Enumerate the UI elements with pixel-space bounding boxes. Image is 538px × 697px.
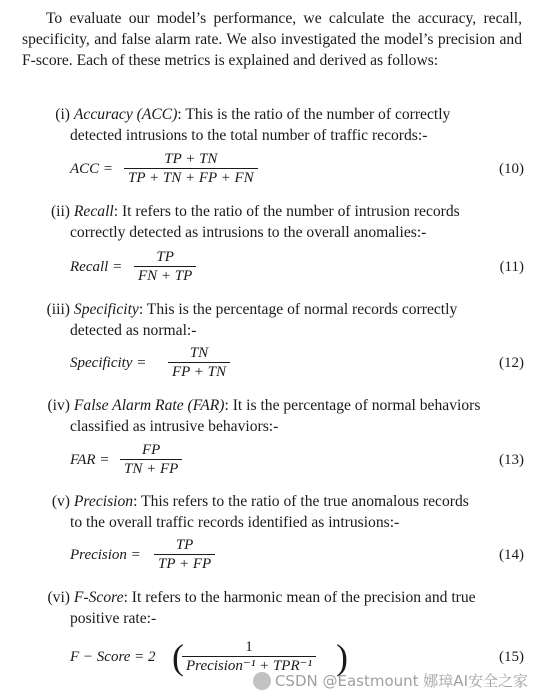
metric-text-continued: classified as intrusive behaviors:- <box>70 418 279 435</box>
fraction-denominator: Precision⁻¹ + TPR⁻¹ <box>182 656 316 675</box>
metric-item-recall <box>34 201 524 243</box>
wechat-icon <box>253 672 271 690</box>
metric-text-continued: detected as normal:- <box>70 322 197 339</box>
fraction-denominator: FN + TP <box>134 266 196 285</box>
equation-fraction <box>134 248 196 285</box>
watermark-text: CSDN @Eastmount 娜璋AI安全之家 <box>274 672 528 690</box>
equation-fraction <box>124 150 258 187</box>
equation-lhs: Recall = <box>70 259 123 275</box>
fraction-numerator: FP <box>141 442 161 458</box>
fraction-denominator: TN + FP <box>120 459 182 478</box>
item-number: (v) <box>51 493 70 510</box>
fraction-numerator: TN <box>189 345 209 361</box>
item-number: (vi) <box>47 589 70 606</box>
metric-term: Precision <box>73 493 134 510</box>
metric-item-fscore <box>34 587 524 629</box>
fraction-numerator: TP <box>175 537 194 553</box>
intro-paragraph: To evaluate our model’s performance, we calculate the accuracy, recall, specificity, and false alarm rate. We also investigated the model’s precision and F-score. Each of these metrics is explained and derived as follows: <box>22 10 522 69</box>
metric-item-accuracy <box>34 104 524 146</box>
metric-item-specificity <box>34 299 524 341</box>
metric-text-continued: correctly detected as intrusions to the overall anomalies:- <box>70 224 427 241</box>
metric-term: Accuracy (ACC) <box>73 106 178 123</box>
metric-term: F-Score <box>73 589 124 606</box>
right-parenthesis: ) <box>336 637 348 677</box>
metric-text: : It refers to the ratio of the number of intrusion records <box>113 203 460 220</box>
equation-14 <box>70 536 524 576</box>
watermark <box>253 670 528 691</box>
equation-12 <box>70 344 524 384</box>
equation-lhs: FAR = <box>70 452 110 468</box>
equation-10 <box>70 150 524 190</box>
equation-lhs: ACC = <box>70 161 114 177</box>
metric-text: : It refers to the harmonic mean of the precision and true <box>123 589 476 606</box>
metric-term: False Alarm Rate (FAR) <box>73 397 225 414</box>
metric-item-far <box>34 395 524 437</box>
metric-text: : This refers to the ratio of the true anomalous records <box>133 493 469 510</box>
fraction-numerator: TP + TN <box>164 151 218 167</box>
equation-fraction <box>168 344 230 381</box>
equation-number: (10) <box>499 161 524 177</box>
left-parenthesis: ( <box>172 637 184 677</box>
metric-item-precision <box>34 491 524 533</box>
equation-number: (15) <box>499 649 524 665</box>
item-number: (iv) <box>47 397 70 414</box>
fraction-denominator: TP + FP <box>154 554 215 573</box>
fraction-denominator: FP + TN <box>168 362 230 381</box>
fraction-numerator: 1 <box>245 639 253 655</box>
equation-number: (14) <box>499 547 524 563</box>
metric-text: : This is the percentage of normal records correctly <box>138 301 458 318</box>
equation-number: (13) <box>499 452 524 468</box>
item-number: (i) <box>55 106 70 123</box>
equation-lhs: Precision = <box>70 547 141 563</box>
item-number: (ii) <box>50 203 70 220</box>
equation-lhs: F − Score = 2 <box>70 649 156 665</box>
equation-fraction <box>154 536 215 573</box>
metric-text: : This is the ratio of the number of correctly <box>177 106 451 123</box>
equation-13 <box>70 441 524 481</box>
metric-term: Recall <box>73 203 114 220</box>
metric-text-continued: detected intrusions to the total number of traffic records:- <box>70 127 428 144</box>
metric-text: : It is the percentage of normal behaviors <box>224 397 481 414</box>
fraction-numerator: TP <box>156 249 174 265</box>
metric-term: Specificity <box>73 301 139 318</box>
equation-number: (11) <box>499 259 524 275</box>
metric-text-continued: to the overall traffic records identified as intrusions:- <box>70 514 400 531</box>
equation-11 <box>70 248 524 288</box>
fraction-denominator: TP + TN + FP + FN <box>124 168 258 187</box>
equation-number: (12) <box>499 355 524 371</box>
equation-lhs: Specificity = <box>70 355 147 371</box>
equation-fraction <box>120 441 182 478</box>
item-number: (iii) <box>46 301 70 318</box>
metric-text-continued: positive rate:- <box>70 610 157 627</box>
